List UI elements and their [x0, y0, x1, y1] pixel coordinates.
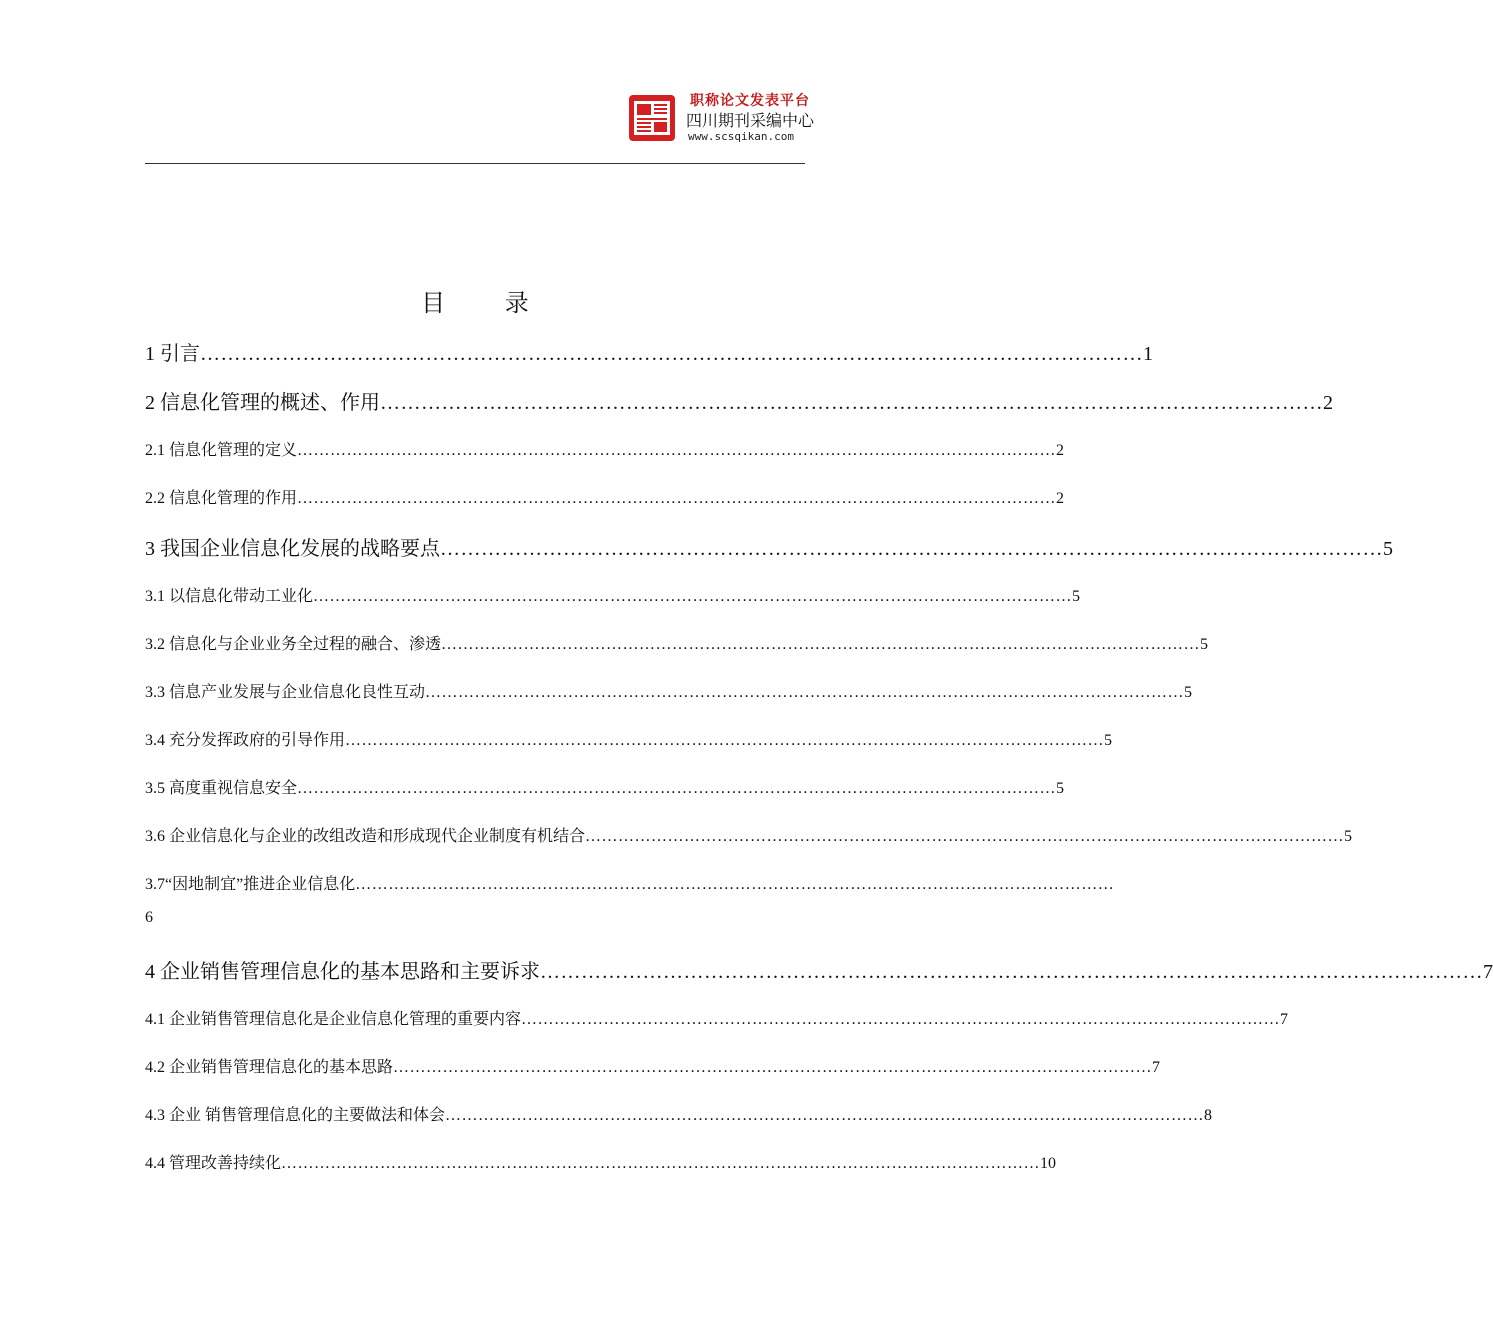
- toc-leader-dots: …………………………………………………………………………………………………………………………: [297, 780, 1057, 797]
- toc-entry-label: 4.1 企业销售管理信息化是企业信息化管理的重要内容: [145, 1011, 522, 1028]
- toc-entry[interactable]: [145, 775, 1065, 798]
- toc-entry-label: 3.4 充分发挥政府的引导作用: [145, 732, 346, 749]
- toc-entry[interactable]: [145, 955, 1493, 984]
- logo-name: 四川期刊采编中心: [686, 111, 815, 130]
- publisher-logo: [628, 90, 815, 146]
- toc-entry-page: 2: [1056, 442, 1065, 459]
- toc-leader-dots: …………………………………………………………………………………………………………………………: [200, 343, 1143, 365]
- toc-entry-label: 4.2 企业销售管理信息化的基本思路: [145, 1059, 394, 1076]
- header-divider: [145, 163, 805, 164]
- toc-entry-page: 2: [1056, 490, 1065, 507]
- toc-leader-dots: …………………………………………………………………………………………………………………………: [521, 1011, 1281, 1028]
- toc-entry[interactable]: [145, 1006, 1289, 1029]
- toc-entry[interactable]: [145, 583, 1081, 606]
- toc-entry[interactable]: [145, 386, 1333, 415]
- toc-leader-dots: …………………………………………………………………………………………………………………………: [345, 732, 1105, 749]
- toc-entry-label: 3.2 信息化与企业业务全过程的融合、渗透: [145, 636, 442, 653]
- toc-entry[interactable]: [145, 437, 1065, 460]
- toc-entry-label: 3.7“因地制宜”推进企业信息化: [145, 876, 356, 893]
- toc-leader-dots: …………………………………………………………………………………………………………………………: [440, 538, 1383, 560]
- toc-entry-label: 2 信息化管理的概述、作用: [145, 392, 380, 414]
- toc-leader-dots: …………………………………………………………………………………………………………………………: [380, 392, 1323, 414]
- toc-entry-page: 5: [1104, 732, 1113, 749]
- toc-entry-label: 1 引言: [145, 343, 200, 365]
- toc-entry-page: 7: [1152, 1059, 1161, 1076]
- toc-entry-label: 4.3 企业 销售管理信息化的主要做法和体会: [145, 1107, 446, 1124]
- toc-entry-page: 1: [1143, 343, 1153, 365]
- toc-entry-label: 3.6 企业信息化与企业的改组改造和形成现代企业制度有机结合: [145, 828, 586, 845]
- toc-leader-dots: …………………………………………………………………………………………………………………………: [425, 684, 1185, 701]
- toc-entry-page: 6: [145, 909, 153, 926]
- toc-entry[interactable]: [145, 823, 1353, 846]
- toc-entry-page: 5: [1200, 636, 1209, 653]
- toc-entry[interactable]: [145, 871, 1115, 894]
- toc-entry[interactable]: [145, 631, 1209, 654]
- toc-entry[interactable]: [145, 727, 1113, 750]
- toc-entry-page: 5: [1184, 684, 1193, 701]
- toc-entry[interactable]: [145, 485, 1065, 508]
- toc-entry-label: 4 企业销售管理信息化的基本思路和主要诉求: [145, 961, 540, 983]
- toc-entry-page: 2: [1323, 392, 1333, 414]
- page-title: 目 录: [421, 289, 555, 317]
- toc-entry[interactable]: [145, 679, 1193, 702]
- toc-leader-dots: …………………………………………………………………………………………………………………………: [313, 588, 1073, 605]
- toc-entry[interactable]: [145, 1102, 1213, 1125]
- toc-leader-dots: …………………………………………………………………………………………………………………………: [297, 442, 1057, 459]
- toc-entry-label: 3 我国企业信息化发展的战略要点: [145, 538, 440, 560]
- toc-entry[interactable]: [145, 1054, 1161, 1077]
- toc-entry-page: 5: [1383, 538, 1393, 560]
- toc-entry-label: 4.4 管理改善持续化: [145, 1155, 282, 1172]
- toc-leader-dots: …………………………………………………………………………………………………………………………: [393, 1059, 1153, 1076]
- toc-leader-dots: …………………………………………………………………………………………………………………………: [445, 1107, 1205, 1124]
- toc-leader-dots: …………………………………………………………………………………………………………………………: [355, 876, 1115, 893]
- toc-entry-page: 10: [1040, 1155, 1057, 1172]
- toc-entry-label: 2.2 信息化管理的作用: [145, 490, 298, 507]
- toc-entry-page: 7: [1483, 961, 1493, 983]
- toc-entry[interactable]: [145, 532, 1393, 561]
- toc-entry-page: 5: [1344, 828, 1353, 845]
- toc-entry-label: 3.3 信息产业发展与企业信息化良性互动: [145, 684, 426, 701]
- toc-leader-dots: …………………………………………………………………………………………………………………………: [281, 1155, 1041, 1172]
- toc-leader-dots: …………………………………………………………………………………………………………………………: [540, 961, 1483, 983]
- toc-entry-page: 8: [1204, 1107, 1213, 1124]
- toc-leader-dots: …………………………………………………………………………………………………………………………: [585, 828, 1345, 845]
- toc-entry-page: 7: [1280, 1011, 1289, 1028]
- toc-entry-page: 5: [1056, 780, 1065, 797]
- toc-entry-label: 3.5 高度重视信息安全: [145, 780, 298, 797]
- toc-leader-dots: …………………………………………………………………………………………………………………………: [297, 490, 1057, 507]
- newspaper-icon: [628, 94, 676, 142]
- logo-url: www.scsqikan.com: [688, 130, 794, 143]
- toc-entry[interactable]: [145, 1150, 1057, 1173]
- toc-entry-label: 2.1 信息化管理的定义: [145, 442, 298, 459]
- logo-slogan: 职称论文发表平台: [690, 93, 810, 109]
- toc-leader-dots: …………………………………………………………………………………………………………………………: [441, 636, 1201, 653]
- toc-entry-page: 5: [1072, 588, 1081, 605]
- toc-entry-label: 3.1 以信息化带动工业化: [145, 588, 314, 605]
- toc-entry[interactable]: [145, 337, 1153, 366]
